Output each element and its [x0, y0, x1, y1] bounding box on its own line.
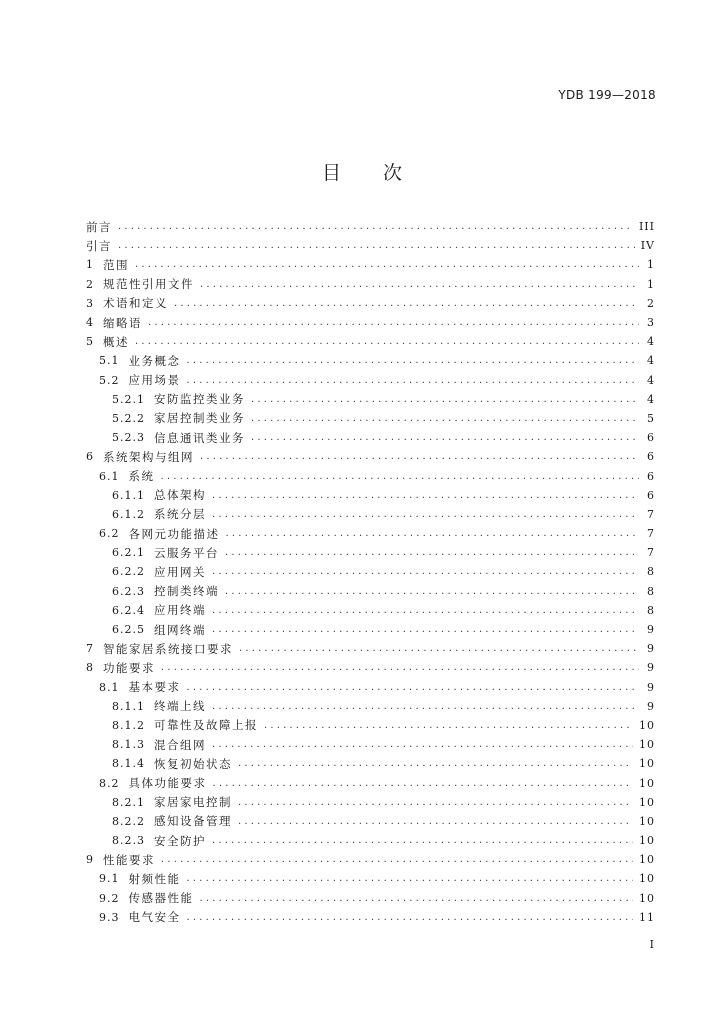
toc-entry-number: 6.1.1: [112, 488, 145, 502]
toc-entry-title: 应用终端: [154, 603, 206, 618]
toc-dot-leader: [212, 701, 639, 712]
toc-entry-title: 具体功能要求: [128, 776, 207, 791]
toc-entry-title: 可靠性及故障上报: [154, 718, 258, 733]
toc-entry[interactable]: [86, 620, 655, 639]
toc-dot-leader: [187, 355, 640, 366]
toc-dot-leader: [251, 394, 639, 405]
toc-entry-number: 6.2.2: [112, 565, 145, 579]
toc-entry-title: 组网终端: [154, 622, 206, 637]
toc-entry-page: 6: [647, 469, 655, 483]
toc-dot-leader: [239, 643, 639, 654]
toc-entry[interactable]: [86, 543, 655, 562]
toc-entry[interactable]: [86, 562, 655, 581]
toc-entry-page: 2: [647, 296, 655, 310]
toc-entry-title: 术语和定义: [103, 296, 168, 311]
toc-entry[interactable]: [86, 678, 655, 697]
toc-dot-leader: [118, 240, 635, 251]
toc-entry-number: 5.1: [99, 354, 120, 368]
toc-entry-page: 7: [647, 527, 655, 541]
toc-entry-title: 恢复初始状态: [154, 756, 232, 771]
toc-dot-leader: [135, 336, 639, 347]
toc-entry[interactable]: [86, 850, 655, 869]
toc-entry[interactable]: [86, 332, 655, 351]
toc-entry-page: III: [638, 220, 655, 234]
toc-entry[interactable]: [86, 773, 655, 792]
toc-entry-page: 1: [647, 277, 655, 291]
toc-entry-title: 引言: [86, 238, 112, 253]
toc-entry[interactable]: [86, 313, 655, 332]
toc-entry-title: 射频性能: [128, 871, 181, 886]
toc-entry-page: 9: [647, 642, 655, 656]
toc-dot-leader: [161, 662, 639, 673]
toc-entry[interactable]: [86, 639, 655, 658]
toc-entry-title: 应用网关: [154, 564, 206, 579]
toc-entry-number: 4: [86, 316, 94, 330]
toc-entry-number: 6: [86, 450, 94, 464]
toc-entry[interactable]: [86, 351, 655, 370]
toc-entry-number: 8.2.1: [112, 795, 145, 809]
toc-entry-title: 总体架构: [154, 488, 206, 503]
toc-entry-page: 10: [639, 834, 655, 848]
toc-entry[interactable]: [86, 217, 655, 236]
toc-entry-page: 6: [647, 450, 655, 464]
toc-entry[interactable]: [86, 409, 655, 428]
toc-entry[interactable]: [86, 390, 655, 409]
toc-entry-title: 混合组网: [154, 737, 206, 752]
toc-entry-title: 家居控制类业务: [154, 411, 245, 426]
toc-entry-number: 6.1: [99, 469, 120, 483]
toc-dot-leader: [118, 221, 633, 232]
toc-entry-page: 10: [639, 738, 655, 752]
toc-entry-title: 规范性引用文件: [103, 277, 194, 292]
toc-dot-leader: [212, 605, 639, 616]
toc-entry-page: 10: [639, 814, 655, 828]
toc-entry[interactable]: [86, 255, 655, 274]
toc-entry-title: 范围: [103, 257, 129, 272]
toc-entry-number: 8.2.2: [112, 814, 145, 828]
toc-entry-number: 6.2: [99, 527, 120, 541]
toc-entry[interactable]: [86, 658, 655, 677]
toc-entry-page: 8: [647, 603, 655, 617]
toc-entry-page: 8: [647, 584, 655, 598]
toc-entry-number: 5.2.2: [112, 411, 145, 425]
toc-entry-number: 9: [86, 853, 94, 867]
toc-entry[interactable]: [86, 275, 655, 294]
toc-entry-number: 5.2.3: [112, 431, 145, 445]
toc-entry[interactable]: [86, 447, 655, 466]
toc-entry-number: 9.3: [99, 910, 120, 924]
toc-entry-page: 10: [639, 891, 655, 905]
toc-entry[interactable]: [86, 831, 655, 850]
toc-entry-title: 性能要求: [103, 852, 155, 867]
toc-entry-page: 11: [639, 910, 655, 924]
toc-dot-leader: [200, 893, 634, 904]
toc-entry[interactable]: [86, 812, 655, 831]
toc-entry[interactable]: [86, 869, 655, 888]
toc-entry-page: 7: [647, 546, 655, 560]
toc-entry-page: 6: [647, 431, 655, 445]
toc-entry[interactable]: [86, 793, 655, 812]
toc-entry-number: 8.1.2: [112, 718, 145, 732]
toc-dot-leader: [225, 547, 639, 558]
toc-dot-leader: [174, 298, 639, 309]
toc-entry-page: 10: [639, 795, 655, 809]
toc-dot-leader: [187, 375, 640, 386]
toc-entry-title: 系统分层: [154, 507, 206, 522]
toc-entry-title: 控制类终端: [154, 584, 219, 599]
toc-entry-number: 8.2.3: [112, 834, 145, 848]
toc-entry-number: 8.1: [99, 680, 120, 694]
toc-dot-leader: [226, 528, 640, 539]
toc-entry-page: 8: [647, 565, 655, 579]
toc-entry[interactable]: [86, 505, 655, 524]
toc-entry[interactable]: [86, 582, 655, 601]
toc-entry-number: 6.2.1: [112, 546, 145, 560]
toc-entry-title: 系统架构与组网: [103, 449, 194, 464]
toc-entry-page: 4: [647, 354, 655, 368]
toc-dot-leader: [212, 509, 639, 520]
toc-entry-page: 4: [647, 392, 655, 406]
toc-entry-page: 9: [647, 699, 655, 713]
toc-dot-leader: [238, 797, 633, 808]
toc-entry-page: 4: [647, 335, 655, 349]
document-code: YDB 199—2018: [558, 88, 656, 102]
toc-entry-number: 7: [86, 642, 94, 656]
toc-entry-title: 概述: [103, 334, 129, 349]
toc-entry[interactable]: [86, 466, 655, 485]
page-title: 目 次: [321, 162, 421, 184]
toc-entry-page: 7: [647, 507, 655, 521]
toc-entry-number: 5: [86, 335, 94, 349]
toc-entry-title: 缩略语: [103, 315, 142, 330]
toc-dot-leader: [251, 413, 639, 424]
toc-entry-title: 智能家居系统接口要求: [103, 641, 233, 656]
toc-entry-number: 6.2.3: [112, 584, 145, 598]
toc-dot-leader: [238, 758, 633, 769]
toc-entry-page: 10: [639, 853, 655, 867]
toc-dot-leader: [264, 720, 633, 731]
toc-entry-title: 感知设备管理: [154, 814, 232, 829]
toc-dot-leader: [212, 624, 639, 635]
toc-dot-leader: [225, 586, 639, 597]
toc-entry-title: 系统: [128, 469, 155, 484]
toc-entry-page: 5: [647, 411, 655, 425]
toc-entry-number: 9.2: [99, 891, 120, 905]
toc-entry-number: 3: [86, 296, 94, 310]
toc-entry-page: 9: [647, 661, 655, 675]
toc-entry[interactable]: [86, 601, 655, 620]
toc-entry-title: 各网元功能描述: [128, 526, 220, 541]
toc-entry-number: 6.2.4: [112, 603, 145, 617]
toc-dot-leader: [251, 432, 639, 443]
toc-dot-leader: [213, 778, 634, 789]
page-number: I: [649, 938, 654, 951]
toc-entry-title: 应用场景: [128, 373, 181, 388]
toc-entry-page: 9: [647, 680, 655, 694]
toc-entry-number: 8.2: [99, 776, 120, 790]
toc-entry[interactable]: [86, 294, 655, 313]
toc-entry-title: 家居家电控制: [154, 795, 232, 810]
toc-entry-page: 10: [639, 872, 655, 886]
toc-entry-number: 9.1: [99, 872, 120, 886]
toc-entry-page: 9: [647, 623, 655, 637]
toc-dot-leader: [212, 566, 639, 577]
toc-dot-leader: [200, 279, 639, 290]
toc-dot-leader: [187, 873, 634, 884]
toc-entry-number: 2: [86, 277, 94, 291]
toc-entry-page: 6: [647, 488, 655, 502]
table-of-contents: [86, 217, 655, 927]
toc-dot-leader: [238, 816, 633, 827]
toc-entry-title: 基本要求: [128, 680, 181, 695]
toc-entry-number: 8: [86, 661, 94, 675]
toc-entry-number: 5.2: [99, 373, 120, 387]
toc-entry-title: 安全防护: [154, 833, 206, 848]
toc-dot-leader: [148, 317, 639, 328]
toc-dot-leader: [212, 835, 633, 846]
toc-entry-title: 传感器性能: [128, 891, 194, 906]
toc-dot-leader: [161, 854, 633, 865]
toc-dot-leader: [200, 451, 639, 462]
toc-entry-title: 电气安全: [128, 910, 181, 925]
toc-entry-title: 安防监控类业务: [154, 392, 245, 407]
toc-entry[interactable]: [86, 486, 655, 505]
toc-entry-title: 前言: [86, 219, 112, 234]
toc-dot-leader: [135, 259, 639, 270]
toc-entry-title: 业务概念: [128, 353, 181, 368]
toc-entry-page: IV: [640, 239, 655, 253]
toc-entry-number: 5.2.1: [112, 392, 145, 406]
toc-entry[interactable]: [86, 716, 655, 735]
toc-dot-leader: [212, 739, 633, 750]
toc-entry-page: 10: [639, 757, 655, 771]
toc-entry[interactable]: [86, 371, 655, 390]
toc-dot-leader: [187, 682, 640, 693]
toc-entry-page: 10: [639, 776, 655, 790]
toc-entry-number: 1: [86, 258, 94, 272]
toc-dot-leader: [161, 471, 640, 482]
toc-entry[interactable]: [86, 735, 655, 754]
toc-entry[interactable]: [86, 236, 655, 255]
toc-entry-title: 云服务平台: [154, 545, 219, 560]
toc-entry-page: 4: [647, 373, 655, 387]
toc-dot-leader: [187, 912, 634, 923]
toc-entry-number: 8.1.4: [112, 757, 145, 771]
toc-dot-leader: [212, 490, 639, 501]
toc-entry[interactable]: [86, 889, 655, 908]
toc-entry-page: 1: [647, 258, 655, 272]
toc-entry-number: 6.2.5: [112, 623, 145, 637]
toc-entry[interactable]: [86, 428, 655, 447]
toc-entry-page: 3: [647, 316, 655, 330]
toc-entry[interactable]: [86, 908, 655, 927]
toc-entry-number: 6.1.2: [112, 507, 145, 521]
toc-entry-title: 终端上线: [154, 699, 206, 714]
toc-entry-number: 8.1.1: [112, 699, 145, 713]
toc-entry-title: 功能要求: [103, 660, 155, 675]
toc-entry-page: 10: [639, 718, 655, 732]
toc-entry-number: 8.1.3: [112, 738, 145, 752]
toc-entry[interactable]: [86, 524, 655, 543]
toc-entry[interactable]: [86, 754, 655, 773]
toc-entry[interactable]: [86, 697, 655, 716]
toc-entry-title: 信息通讯类业务: [154, 430, 245, 445]
